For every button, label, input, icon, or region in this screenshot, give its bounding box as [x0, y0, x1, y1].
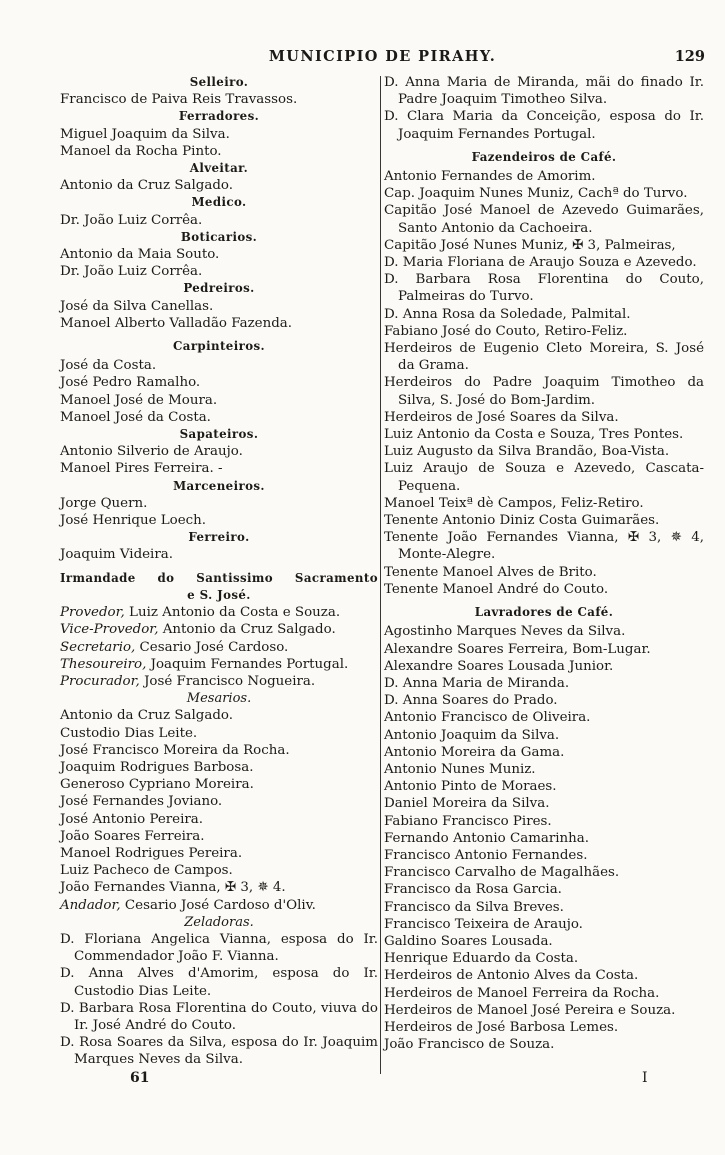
list-item: Joaquim Rodrigues Barbosa. — [60, 759, 254, 775]
list-item: José Francisco Moreira da Rocha. — [60, 742, 290, 758]
list-item: Herdeiros do Padre Joaquim Timotheo da Silva, S. José do Bom-Jardim. — [384, 375, 704, 408]
officer-row — [60, 621, 378, 638]
section-heading: Irmandade do Santissimo Sacramento — [60, 570, 378, 585]
page-title: MUNICIPIO DE PIRAHY. — [268, 48, 497, 65]
list-item: D. Maria Floriana de Araujo Souza e Azevedo. — [384, 255, 697, 271]
list-item: José Pedro Ramalho. — [60, 375, 201, 391]
list-item: Francisco Teixeira de Araujo. — [384, 916, 583, 932]
section-heading: Marceneiros. — [173, 478, 265, 493]
list-item: D. Anna Rosa da Soledade, Palmital. — [384, 306, 631, 322]
list-item: Antonio Moreira da Gama. — [384, 744, 565, 760]
list-item: José Antonio Pereira. — [60, 811, 204, 827]
list-item: Francisco Antonio Fernandes. — [384, 847, 588, 863]
list-item: Francisco da Silva Breves. — [384, 899, 564, 915]
list-item: Capitão José Nunes Muniz, ✠ 3, Palmeiras, — [384, 237, 676, 253]
officer-name: Cesario José Cardoso d'Oliv. — [120, 897, 316, 913]
section-heading: e S. José. — [187, 587, 251, 602]
list-item: Manoel Alberto Valladão Fazenda. — [60, 315, 293, 331]
list-item: D. Anna Maria de Miranda. — [384, 675, 570, 691]
list-item: Tenente João Fernandes Vianna, ✠ 3, ✵ 4, Monte-Alegre. — [384, 530, 704, 563]
officer-name: Luiz Antonio da Costa e Souza. — [124, 605, 341, 621]
list-item: Jorge Quern. — [60, 495, 148, 511]
list-item: João Soares Ferreira. — [60, 828, 205, 844]
list-item: D. Clara Maria da Conceição, esposa do Ir. Joaquim Fernandes Portugal. — [384, 109, 704, 142]
section-heading: Alveitar. — [189, 161, 249, 176]
subsection-heading: Zeladoras. — [184, 914, 254, 930]
officer-row — [60, 673, 378, 690]
list-item: Antonio Silverio de Araujo. — [60, 444, 243, 460]
list-item: Manoel Teixª dè Campos, Feliz-Retiro. — [384, 495, 644, 511]
list-item: Generoso Cypriano Moreira. — [60, 777, 254, 793]
list-item: Manoel Rodrigues Pereira. — [60, 845, 243, 861]
list-item: Herdeiros de Antonio Alves da Costa. — [384, 968, 639, 984]
list-item: Antonio da Cruz Salgado. — [60, 178, 234, 194]
list-item: José Henrique Loech. — [60, 513, 207, 529]
section-heading: Selleiro. — [189, 75, 249, 89]
list-item: Luiz Antonio da Costa e Souza, Tres Pontes. — [384, 427, 684, 443]
list-item: Custodio Dias Leite. — [60, 725, 198, 741]
list-item: Tenente Antonio Diniz Costa Guimarães. — [384, 513, 660, 529]
list-item: Antonio Nunes Muniz. — [384, 761, 536, 777]
officer-row — [60, 604, 378, 621]
list-item: Francisco da Rosa Garcia. — [384, 882, 562, 898]
list-item: Alexandre Soares Lousada Junior. — [384, 658, 614, 674]
signature-mark: 61 — [130, 1070, 150, 1086]
list-item: D. Anna Maria de Miranda, mãi do finado Ir. Padre Joaquim Timotheo Silva. — [384, 75, 704, 108]
list-item: Herdeiros de Manoel Ferreira da Rocha. — [384, 985, 660, 1001]
column-divider — [380, 76, 381, 1074]
list-item: José Fernandes Joviano. — [60, 794, 223, 810]
officer-name: Cesario José Cardoso. — [135, 639, 289, 655]
list-item: Tenente Manoel André do Couto. — [384, 581, 609, 597]
list-item: José da Costa. — [60, 358, 157, 374]
section-heading: Sapateiros. — [179, 427, 259, 442]
list-item: Antonio da Cruz Salgado. — [60, 708, 234, 724]
officer-row — [60, 897, 378, 914]
list-item: Cap. Joaquim Nunes Muniz, Cachª do Turvo. — [384, 186, 688, 202]
officer-name: José Francisco Nogueira. — [139, 673, 316, 689]
officer-row — [60, 639, 378, 656]
page-number: 129 — [674, 48, 705, 65]
list-item: Antonio da Maia Souto. — [60, 247, 220, 263]
list-item: D. Barbara Rosa Florentina do Couto, Palmeiras do Turvo. — [384, 272, 704, 305]
list-item: Henrique Eduardo da Costa. — [384, 951, 579, 967]
gathering-mark: I — [642, 1070, 648, 1086]
list-item: Manoel José de Moura. — [60, 392, 218, 408]
list-item: D. Rosa Soares da Silva, esposa do Ir. Joaquim Marques Neves da Silva. — [60, 1035, 378, 1068]
list-item: Fernando Antonio Camarinha. — [384, 830, 590, 846]
section-heading: Pedreiros. — [183, 281, 255, 296]
list-item: Agostinho Marques Neves da Silva. — [384, 624, 626, 640]
officer-name: Joaquim Fernandes Portugal. — [146, 656, 349, 672]
officer-role: Secretario, — [60, 639, 136, 655]
officer-role: Andador, — [60, 897, 121, 913]
list-item: Daniel Moreira da Silva. — [384, 796, 550, 812]
list-item: Fabiano Francisco Pires. — [384, 813, 552, 829]
list-item: Galdino Soares Lousada. — [384, 933, 553, 949]
section-heading: Medico. — [191, 195, 247, 210]
right-column — [384, 74, 704, 1053]
list-item: D. Floriana Angelica Vianna, esposa do Ir. Commendador João F. Vianna. — [60, 931, 378, 965]
officer-role: Provedor, — [60, 605, 125, 621]
list-item: Miguel Joaquim da Silva. — [60, 126, 230, 142]
list-item: Manoel da Rocha Pinto. — [60, 143, 222, 159]
list-item: Antonio Francisco de Oliveira. — [384, 710, 591, 726]
list-item: Francisco de Paiva Reis Travassos. — [60, 92, 298, 108]
list-item: Antonio Joaquim da Silva. — [384, 727, 560, 743]
list-item: Luiz Augusto da Silva Brandão, Boa-Vista. — [384, 444, 670, 460]
list-item: Tenente Manoel Alves de Brito. — [384, 564, 597, 580]
section-heading: Boticarios. — [180, 229, 258, 244]
list-item: Antonio Pinto de Moraes. — [384, 779, 557, 795]
list-item: Manoel José da Costa. — [60, 409, 211, 425]
list-item: Alexandre Soares Ferreira, Bom-Lugar. — [384, 641, 651, 657]
officer-name: Antonio da Cruz Salgado. — [158, 622, 336, 638]
list-item: José da Silva Canellas. — [60, 298, 214, 314]
list-item: Capitão José Manoel de Azevedo Guimarães, Santo Antonio da Cachoeira. — [384, 203, 704, 236]
list-item: D. Barbara Rosa Florentina do Couto, viuva do Ir. José André do Couto. — [60, 1000, 378, 1033]
list-item: Francisco Carvalho de Magalhães. — [384, 865, 620, 881]
officer-role: Procurador, — [60, 673, 140, 689]
list-item: Dr. João Luiz Corrêa. — [60, 264, 203, 280]
officer-role: Vice-Provedor, — [60, 622, 159, 638]
list-item: Herdeiros de José Soares da Silva. — [384, 409, 619, 425]
page-header — [60, 48, 705, 70]
section-heading: Ferreiro. — [188, 530, 250, 545]
list-item: João Francisco de Souza. — [384, 1037, 555, 1053]
list-item: João Fernandes Vianna, ✠ 3, ✵ 4. — [60, 880, 286, 896]
section-heading: Ferradores. — [178, 109, 260, 124]
list-item: Fabiano José do Couto, Retiro-Feliz. — [384, 323, 628, 339]
left-column — [60, 74, 378, 1069]
list-item: D. Anna Alves d'Amorim, esposa do Ir. Custodio Dias Leite. — [60, 966, 378, 999]
list-item: D. Anna Soares do Prado. — [384, 693, 558, 709]
list-item: Dr. João Luiz Corrêa. — [60, 212, 203, 228]
list-item: Antonio Fernandes de Amorim. — [384, 169, 596, 185]
subsection-heading: Mesarios. — [186, 691, 252, 707]
section-heading: Carpinteiros. — [172, 339, 266, 354]
list-item: Herdeiros de Eugenio Cleto Moreira, S. José da Grama. — [384, 341, 704, 374]
officer-row — [60, 656, 378, 673]
list-item: Herdeiros de José Barbosa Lemes. — [384, 1019, 619, 1035]
list-item: Herdeiros de Manoel José Pereira e Souza. — [384, 1002, 676, 1018]
section-heading: Lavradores de Café. — [474, 605, 614, 620]
list-item: Luiz Pacheco de Campos. — [60, 863, 233, 879]
list-item: Joaquim Videira. — [60, 547, 173, 563]
list-item: Luiz Araujo de Souza e Azevedo, Cascata-Pequena. — [384, 461, 704, 494]
list-item: Manoel Pires Ferreira. - — [60, 461, 223, 477]
section-heading: Fazendeiros de Café. — [471, 149, 617, 164]
officer-role: Thesoureiro, — [60, 656, 147, 672]
